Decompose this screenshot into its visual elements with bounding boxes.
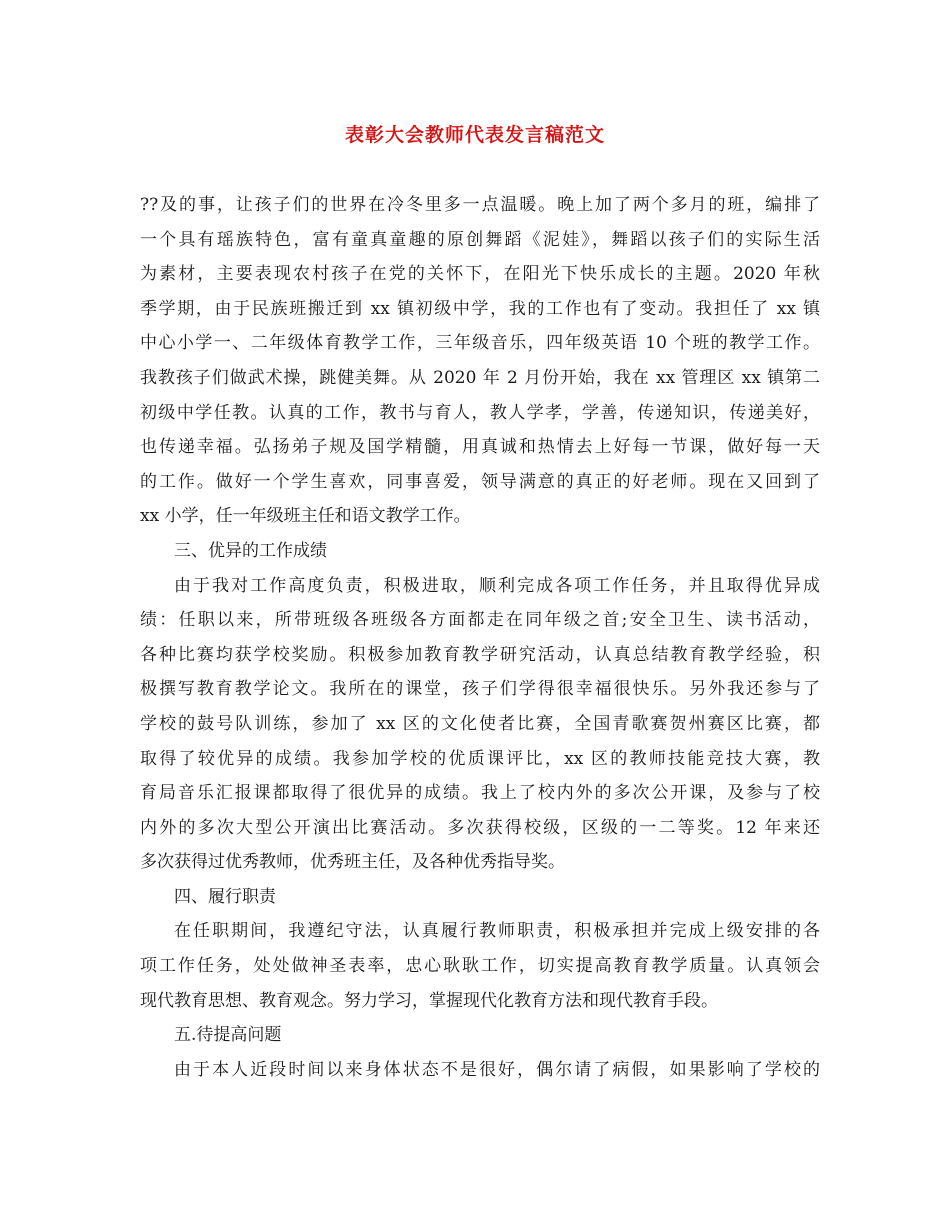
text-line: 学校的鼓号队训练，参加了 xx 区的文化使者比赛，全国青歌赛贺州赛区比赛，都 (140, 713, 820, 734)
text-line: 我教孩子们做武术操，跳健美舞。从 2020 年 2 月份开始，我在 xx 管理区 xx 镇第二 (140, 367, 820, 388)
text-line: 的工作。做好一个学生喜欢，同事喜爱，领导满意的真正的好老师。现在又回到了 (140, 471, 820, 492)
text-line: ??及的事，让孩子们的世界在冷冬里多一点温暖。晚上加了两个多月的班，编排了 (140, 195, 820, 215)
text-line: 各种比赛均获学校奖励。积极参加教育教学研究活动，认真总结教育教学经验，积 (140, 644, 820, 665)
text-line: 也传递幸福。弘扬弟子规及国学精髓，用真诚和热情去上好每一节课，做好每一天 (140, 437, 820, 458)
text-line: 初级中学任教。认真的工作，教书与育人，教人学孝，学善，传递知识，传递美好， (140, 402, 820, 423)
text-line: 中心小学一、二年级体育教学工作，三年级音乐，四年级英语 10 个班的教学工作。 (140, 333, 820, 354)
text-line: xx 小学，任一年级班主任和语文教学工作。 (140, 506, 471, 527)
text-line: 四、履行职责 (174, 886, 276, 907)
text-line: 季学期，由于民族班搬迁到 xx 镇初级中学，我的工作也有了变动。我担任了 xx 镇 (140, 298, 820, 319)
text-line: 项工作任务，处处做神圣表率，忠心耿耿工作，切实提高教育教学质量。认真领会 (140, 956, 820, 977)
text-line: 绩：任职以来，所带班级各班级各方面都走在同年级之首;安全卫生、读书活动， (140, 610, 820, 631)
text-line: 极撰写教育教学论文。我所在的课堂，孩子们学得很幸福很快乐。另外我还参与了 (140, 679, 820, 700)
text-line: 取得了较优异的成绩。我参加学校的优质课评比，xx 区的教师技能竞技大赛，教 (140, 748, 820, 769)
text-line: 在任职期间，我遵纪守法，认真履行教师职责，积极承担并完成上级安排的各 (174, 921, 820, 942)
document-title: 表彰大会教师代表发言稿范文 (344, 124, 605, 146)
text-line: 为素材，主要表现农村孩子在党的关怀下，在阳光下快乐成长的主题。2020 年秋 (140, 264, 820, 285)
text-line: 现代教育思想、教育观念。努力学习，掌握现代化教育方法和现代教育手段。 (140, 990, 718, 1011)
text-line: 多次获得过优秀教师，优秀班主任，及各种优秀指导奖。 (140, 852, 565, 873)
text-line: 五.待提高问题 (174, 1025, 282, 1046)
text-line: 一个具有瑶族特色，富有童真童趣的原创舞蹈《泥娃》，舞蹈以孩子们的实际生活 (140, 229, 820, 250)
document-body (140, 188, 820, 1087)
text-line: 由于我对工作高度负责，积极进取，顺利完成各项工作任务，并且取得优异成 (174, 575, 820, 596)
text-line: 由于本人近段时间以来身体状态不是很好，偶尔请了病假，如果影响了学校的 (174, 1059, 820, 1080)
text-line: 内外的多次大型公开演出比赛活动。多次获得校级，区级的一二等奖。12 年来还 (140, 817, 820, 838)
text-line: 育局音乐汇报课都取得了很优异的成绩。我上了校内外的多次公开课，及参与了校 (140, 783, 820, 804)
text-line: 三、优异的工作成绩 (174, 540, 327, 561)
